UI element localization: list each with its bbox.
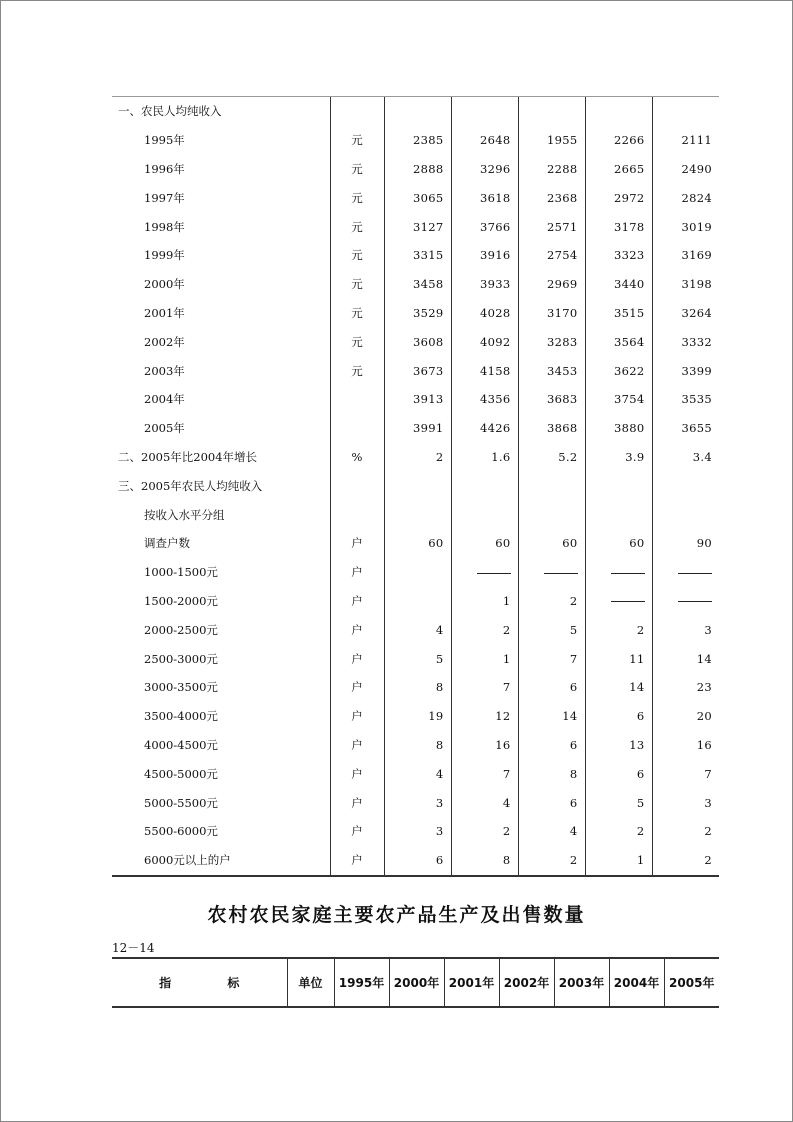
row-value: 3683	[518, 385, 585, 414]
dash-mark	[678, 573, 712, 574]
row-value: 3868	[518, 414, 585, 443]
row-value: 3618	[451, 183, 518, 212]
row-value: 2648	[451, 126, 518, 155]
row-value: 3283	[518, 327, 585, 356]
row-value: 2368	[518, 183, 585, 212]
row-value: 3991	[384, 414, 451, 443]
row-value: 2888	[384, 155, 451, 184]
row-value: 3	[384, 817, 451, 846]
row-value	[518, 471, 585, 500]
row-value	[652, 558, 719, 587]
table-row	[112, 615, 719, 644]
row-label: 2004年	[144, 392, 185, 407]
row-unit	[330, 97, 384, 126]
dash-mark	[477, 573, 511, 574]
income-table	[112, 96, 719, 877]
row-unit: 户	[330, 759, 384, 788]
row-value: 3169	[652, 241, 719, 270]
table-row	[112, 443, 719, 472]
row-value: 2571	[518, 212, 585, 241]
row-value: 11	[585, 644, 652, 673]
row-value: 4	[518, 817, 585, 846]
table-row	[112, 817, 719, 846]
row-unit: 户	[330, 615, 384, 644]
row-value: 60	[585, 529, 652, 558]
table-row	[112, 385, 719, 414]
table-row	[112, 414, 719, 443]
row-value: 2665	[585, 155, 652, 184]
table-row	[112, 299, 719, 328]
row-value: 3608	[384, 327, 451, 356]
row-value: 14	[652, 644, 719, 673]
row-value: 2266	[585, 126, 652, 155]
row-label: 2000-2500元	[144, 622, 218, 637]
row-value: 5	[384, 644, 451, 673]
row-value: 60	[451, 529, 518, 558]
row-value: 2	[585, 817, 652, 846]
table-row	[112, 500, 719, 529]
row-value: 4028	[451, 299, 518, 328]
section-title: 农村农民家庭主要农产品生产及出售数量	[207, 904, 586, 926]
row-unit: 户	[330, 702, 384, 731]
row-value: 3453	[518, 356, 585, 385]
row-value	[451, 97, 518, 126]
row-unit: 户	[330, 846, 384, 876]
table-row	[112, 673, 719, 702]
row-value: 4426	[451, 414, 518, 443]
row-label: 6000元以上的户	[112, 846, 330, 876]
row-value	[451, 558, 518, 587]
header-indicator: 指 标	[112, 958, 287, 1007]
row-value: 3933	[451, 270, 518, 299]
row-label: 三、2005年农民人均纯收入	[118, 478, 263, 493]
row-unit: 元	[330, 270, 384, 299]
row-value: 2288	[518, 155, 585, 184]
row-unit: 户	[330, 673, 384, 702]
row-unit: 户	[330, 587, 384, 616]
row-value: 4092	[451, 327, 518, 356]
table-row	[112, 327, 719, 356]
table-row	[112, 759, 719, 788]
row-value: 3315	[384, 241, 451, 270]
row-value: 3766	[451, 212, 518, 241]
row-value: 2	[518, 846, 585, 876]
dash-mark	[678, 601, 712, 602]
row-value: 1955	[518, 126, 585, 155]
row-value: 16	[652, 731, 719, 760]
row-unit: 户	[330, 788, 384, 817]
row-value: 19	[384, 702, 451, 731]
row-label: 3500-4000元	[144, 709, 218, 724]
row-unit: 元	[330, 183, 384, 212]
row-value: 3323	[585, 241, 652, 270]
header-unit: 单位	[287, 958, 334, 1007]
row-value: 3458	[384, 270, 451, 299]
row-unit: 元	[330, 241, 384, 270]
table-row	[112, 788, 719, 817]
row-value: 23	[652, 673, 719, 702]
row-unit	[330, 500, 384, 529]
row-unit: 元	[330, 212, 384, 241]
table-row	[112, 212, 719, 241]
row-value: 1	[585, 846, 652, 876]
row-value: 3529	[384, 299, 451, 328]
row-value: 2111	[652, 126, 719, 155]
row-value	[384, 587, 451, 616]
row-value: 1	[451, 644, 518, 673]
row-value: 8	[384, 731, 451, 760]
row-label: 5000-5500元	[144, 795, 218, 810]
row-label: 1500-2000元	[144, 593, 218, 608]
row-value: 3065	[384, 183, 451, 212]
table-code: 12－14	[112, 941, 155, 955]
row-unit: 元	[330, 327, 384, 356]
row-unit: 户	[330, 731, 384, 760]
row-unit	[330, 385, 384, 414]
table-row	[112, 270, 719, 299]
row-value: 7	[451, 673, 518, 702]
dash-mark	[611, 601, 645, 602]
row-value: 5	[585, 788, 652, 817]
row-value: 1.6	[451, 443, 518, 472]
row-value	[518, 500, 585, 529]
row-value: 8	[518, 759, 585, 788]
row-value: 7	[652, 759, 719, 788]
row-value: 90	[652, 529, 719, 558]
row-value: 4	[384, 615, 451, 644]
dash-mark	[611, 573, 645, 574]
table-row	[112, 183, 719, 212]
row-value: 3913	[384, 385, 451, 414]
dash-mark	[544, 573, 578, 574]
row-label: 调查户数	[144, 536, 190, 551]
row-value: 6	[384, 846, 451, 876]
row-label: 1996年	[144, 161, 185, 176]
row-value	[585, 587, 652, 616]
production-table-header	[112, 957, 719, 1008]
row-unit: 元	[330, 299, 384, 328]
row-value: 3.4	[652, 443, 719, 472]
table-row	[112, 126, 719, 155]
row-value: 3655	[652, 414, 719, 443]
row-value: 3.9	[585, 443, 652, 472]
row-value	[518, 97, 585, 126]
header-year: 2004年	[609, 958, 664, 1007]
row-value: 2490	[652, 155, 719, 184]
header-year: 1995年	[334, 958, 389, 1007]
row-value	[451, 500, 518, 529]
row-value: 2972	[585, 183, 652, 212]
header-year: 2005年	[664, 958, 719, 1007]
row-unit	[330, 471, 384, 500]
row-value: 12	[451, 702, 518, 731]
row-value: 60	[384, 529, 451, 558]
row-label: 按收入水平分组	[144, 507, 225, 522]
row-value	[585, 558, 652, 587]
table-row	[112, 155, 719, 184]
row-label: 2005年	[144, 421, 185, 436]
row-label: 1997年	[144, 190, 185, 205]
row-value: 14	[585, 673, 652, 702]
row-value: 3019	[652, 212, 719, 241]
row-unit	[330, 414, 384, 443]
row-value: 16	[451, 731, 518, 760]
row-unit: 元	[330, 356, 384, 385]
row-value: 2969	[518, 270, 585, 299]
row-value: 3622	[585, 356, 652, 385]
row-unit: %	[330, 443, 384, 472]
row-label: 2002年	[144, 334, 185, 349]
row-value	[384, 558, 451, 587]
table-row	[112, 471, 719, 500]
row-label: 2500-3000元	[144, 651, 218, 666]
row-value: 3	[384, 788, 451, 817]
row-value: 2	[652, 846, 719, 876]
row-value: 8	[384, 673, 451, 702]
row-value: 2824	[652, 183, 719, 212]
row-value: 3296	[451, 155, 518, 184]
row-value: 2	[652, 817, 719, 846]
row-label: 4500-5000元	[144, 766, 218, 781]
row-value: 3880	[585, 414, 652, 443]
header-year: 2001年	[444, 958, 499, 1007]
row-value: 14	[518, 702, 585, 731]
row-value: 3	[652, 615, 719, 644]
header-year: 2000年	[389, 958, 444, 1007]
row-value: 3264	[652, 299, 719, 328]
row-unit: 元	[330, 155, 384, 184]
row-label: 1998年	[144, 219, 185, 234]
row-unit: 户	[330, 558, 384, 587]
row-unit: 元	[330, 126, 384, 155]
table-row	[112, 846, 719, 876]
row-value	[652, 471, 719, 500]
row-value	[585, 97, 652, 126]
row-value	[652, 97, 719, 126]
row-label: 二、2005年比2004年增长	[118, 449, 258, 464]
row-value: 3198	[652, 270, 719, 299]
row-value: 5	[518, 615, 585, 644]
row-value: 13	[585, 731, 652, 760]
row-value: 2	[384, 443, 451, 472]
table-row	[112, 529, 719, 558]
row-value	[451, 471, 518, 500]
row-value: 2	[451, 817, 518, 846]
row-label: 2003年	[144, 363, 185, 378]
row-value: 4	[451, 788, 518, 817]
row-value: 3673	[384, 356, 451, 385]
row-value: 7	[451, 759, 518, 788]
row-label: 2001年	[144, 305, 185, 320]
row-value: 3399	[652, 356, 719, 385]
table-row	[112, 558, 719, 587]
row-value	[585, 500, 652, 529]
row-value	[585, 471, 652, 500]
row-value	[384, 97, 451, 126]
row-value: 7	[518, 644, 585, 673]
row-unit: 户	[330, 817, 384, 846]
row-value: 4356	[451, 385, 518, 414]
table-row	[112, 356, 719, 385]
row-label: 4000-4500元	[144, 737, 218, 752]
row-label: 1999年	[144, 248, 185, 263]
table-row	[112, 97, 719, 126]
row-unit: 户	[330, 644, 384, 673]
row-value	[652, 587, 719, 616]
row-value: 3440	[585, 270, 652, 299]
row-label: 一、农民人均纯收入	[112, 97, 330, 126]
table-row	[112, 702, 719, 731]
row-value: 2	[585, 615, 652, 644]
row-value	[384, 471, 451, 500]
row-value: 3754	[585, 385, 652, 414]
table-row	[112, 644, 719, 673]
row-value: 20	[652, 702, 719, 731]
row-value: 3170	[518, 299, 585, 328]
row-label: 3000-3500元	[144, 680, 218, 695]
row-value	[384, 500, 451, 529]
row-label: 2000年	[144, 277, 185, 292]
row-value: 8	[451, 846, 518, 876]
row-value: 2	[518, 587, 585, 616]
row-value: 3916	[451, 241, 518, 270]
row-value: 3	[652, 788, 719, 817]
row-value: 2	[451, 615, 518, 644]
row-value: 60	[518, 529, 585, 558]
header-year: 2002年	[499, 958, 554, 1007]
row-value: 4	[384, 759, 451, 788]
row-value: 6	[518, 673, 585, 702]
row-value: 3178	[585, 212, 652, 241]
row-value: 6	[518, 788, 585, 817]
row-value: 3515	[585, 299, 652, 328]
row-value: 6	[585, 702, 652, 731]
row-unit: 户	[330, 529, 384, 558]
table-row	[112, 587, 719, 616]
row-value: 3332	[652, 327, 719, 356]
row-value: 3127	[384, 212, 451, 241]
row-value: 3564	[585, 327, 652, 356]
row-value: 6	[585, 759, 652, 788]
row-value: 1	[451, 587, 518, 616]
row-value: 6	[518, 731, 585, 760]
row-label: 1000-1500元	[144, 565, 218, 580]
row-value: 3535	[652, 385, 719, 414]
income-table-body	[112, 97, 719, 876]
row-value: 5.2	[518, 443, 585, 472]
header-row	[112, 958, 719, 1007]
table-row	[112, 241, 719, 270]
row-value: 2754	[518, 241, 585, 270]
row-label: 1995年	[144, 133, 185, 148]
table-row	[112, 731, 719, 760]
row-value	[518, 558, 585, 587]
header-year: 2003年	[554, 958, 609, 1007]
row-value	[652, 500, 719, 529]
row-value: 4158	[451, 356, 518, 385]
row-value: 2385	[384, 126, 451, 155]
row-label: 5500-6000元	[144, 824, 218, 839]
